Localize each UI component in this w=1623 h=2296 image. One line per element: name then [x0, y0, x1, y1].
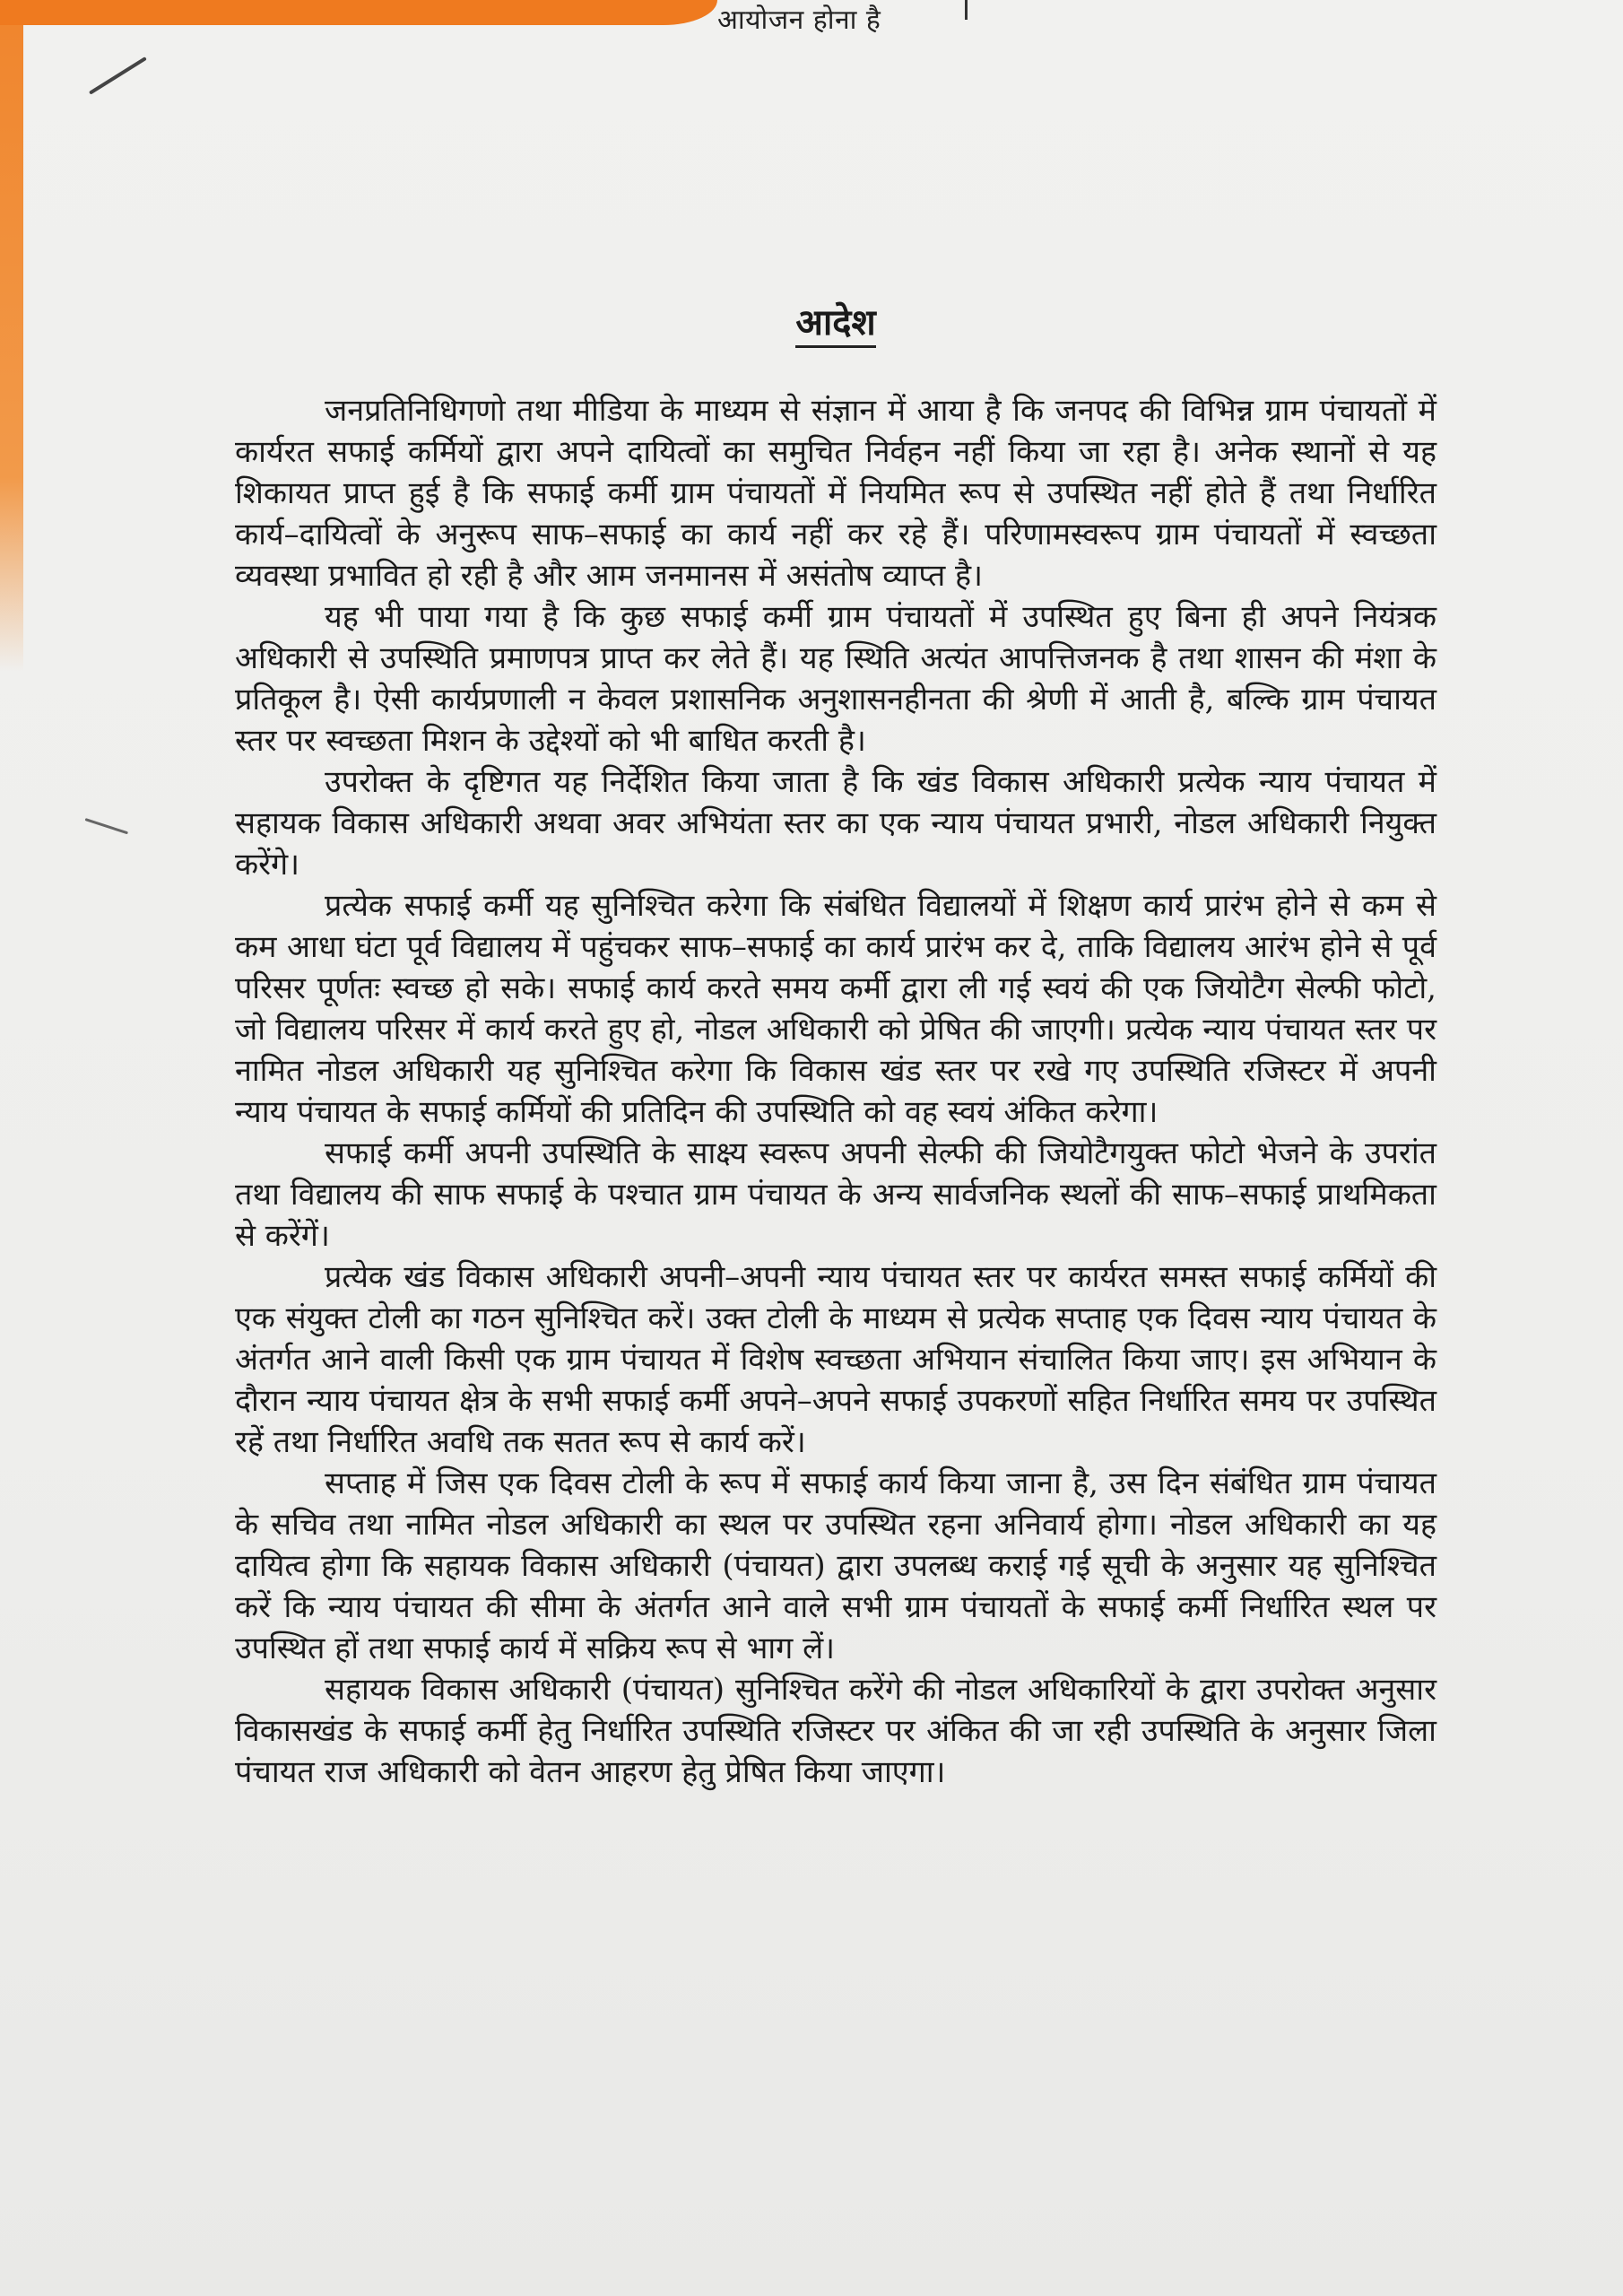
orange-header-band [0, 0, 717, 25]
paragraph: यह भी पाया गया है कि कुछ सफाई कर्मी ग्राम पंचायतों में उपस्थित हुए बिना ही अपने नियंत्रक अधिकारी से उपस्थिति प्रमाणपत्र प्राप्त कर लेते हैं। यह स्थिति अत्यंत आपत्तिजनक है तथा शासन की मंशा के प्रतिकूल है। ऐसी कार्यप्रणाली न केवल प्रशासनिक अनुशासनहीनता की श्रेणी में आती है, बल्कि ग्राम पंचायत स्तर पर स्वच्छता मिशन के उद्देश्यों को भी बाधित करती है। [235, 599, 1436, 759]
tick-mark [965, 0, 968, 20]
paragraph: उपरोक्त के दृष्टिगत यह निर्देशित किया जाता है कि खंड विकास अधिकारी प्रत्येक न्याय पंचायत में सहायक विकास अधिकारी अथवा अवर अभियंता स्तर का एक न्याय पंचायत प्रभारी, नोडल अधिकारी नियुक्त करेंगे। [235, 764, 1436, 883]
pen-stroke-mark [89, 57, 147, 95]
paragraph: सहायक विकास अधिकारी (पंचायत) सुनिश्चित करेंगे की नोडल अधिकारियों के द्वारा उपरोक्त अनुसार विकासखंड के सफाई कर्मी हेतु निर्धारित उपस्थिति रजिस्टर पर अंकित की जा रही उपस्थिति के अनुसार जिला पंचायत राज अधिकारी को वेतन आहरण हेतु प्रेषित किया जाएगा। [235, 1672, 1436, 1790]
document-body [235, 296, 1436, 1793]
margin-stroke-mark [85, 818, 128, 834]
paragraph: सफाई कर्मी अपनी उपस्थिति के साक्ष्य स्वरूप अपनी सेल्फी की जियोटैगयुक्त फोटो भेजने के उपरांत तथा विद्यालय की साफ सफाई के पश्चात ग्राम पंचायत के अन्य सार्वजनिक स्थलों की साफ–सफाई प्राथमिकता से करेंगें। [235, 1135, 1436, 1254]
orange-margin-stripe [0, 25, 23, 671]
paragraph: प्रत्येक सफाई कर्मी यह सुनिश्चित करेगा कि संबंधित विद्यालयों में शिक्षण कार्य प्रारंभ होने से कम से कम आधा घंटा पूर्व विद्यालय में पहुंचकर साफ–सफाई का कार्य प्रारंभ कर दे, ताकि विद्यालय आरंभ होने से पूर्व परिसर पूर्णतः स्वच्छ हो सके। सफाई कार्य करते समय कर्मी द्वारा ली गई स्वयं की एक जियोटैग सेल्फी फोटो, जो विद्यालय परिसर में कार्य करते हुए हो, नोडल अधिकारी को प्रेषित की जाएगी। प्रत्येक न्याय पंचायत स्तर पर नामित नोडल अधिकारी यह सुनिश्चित करेगा कि विकास खंड स्तर पर रखे गए उपस्थिति रजिस्टर में अपनी न्याय पंचायत के सफाई कर्मियों की प्रतिदिन की उपस्थिति को वह स्वयं अंकित करेगा। [235, 888, 1436, 1130]
document-title: आदेश [795, 301, 875, 348]
paragraph: प्रत्येक खंड विकास अधिकारी अपनी–अपनी न्याय पंचायत स्तर पर कार्यरत समस्त सफाई कर्मियों की एक संयुक्त टोली का गठन सुनिश्चित करें। उक्त टोली के माध्यम से प्रत्येक सप्ताह एक दिवस न्याय पंचायत के अंतर्गत आने वाली किसी एक ग्राम पंचायत में विशेष स्वच्छता अभियान संचालित किया जाए। इस अभियान के दौरान न्याय पंचायत क्षेत्र के सभी सफाई कर्मी अपने–अपने सफाई उपकरणों सहित निर्धारित समय पर उपस्थित रहें तथा निर्धारित अवधि तक सतत रूप से कार्य करें। [235, 1259, 1436, 1460]
paragraph: जनप्रतिनिधिगणो तथा मीडिया के माध्यम से संज्ञान में आया है कि जनपद की विभिन्न ग्राम पंचायतों में कार्यरत सफाई कर्मियों द्वारा अपने दायित्वों का समुचित निर्वहन नहीं किया जा रहा है। अनेक स्थानों से यह शिकायत प्राप्त हुई है कि सफाई कर्मी ग्राम पंचायतों में नियमित रूप से उपस्थित नहीं होते हैं तथा निर्धारित कार्य–दायित्वों के अनुरूप साफ–सफाई का कार्य नहीं कर रहे हैं। परिणामस्वरूप ग्राम पंचायतों में स्वच्छता व्यवस्था प्रभावित हो रही है और आम जनमानस में असंतोष व्याप्त है। [235, 393, 1436, 594]
paragraph: सप्ताह में जिस एक दिवस टोली के रूप में सफाई कार्य किया जाना है, उस दिन संबंधित ग्राम पंचायत के सचिव तथा नामित नोडल अधिकारी का स्थल पर उपस्थित रहना अनिवार्य होगा। नोडल अधिकारी का यह दायित्व होगा कि सहायक विकास अधिकारी (पंचायत) द्वारा उपलब्ध कराई गई सूची के अनुसार यह सुनिश्चित करें कि न्याय पंचायत की सीमा के अंतर्गत आने वाले सभी ग्राम पंचायतों के सफाई कर्मी निर्धारित स्थल पर उपस्थित हों तथा सफाई कार्य में सक्रिय रूप से भाग लें। [235, 1465, 1436, 1666]
previous-page-fragment: आयोजन होना है [717, 4, 881, 36]
document-title-wrapper [235, 296, 1436, 345]
